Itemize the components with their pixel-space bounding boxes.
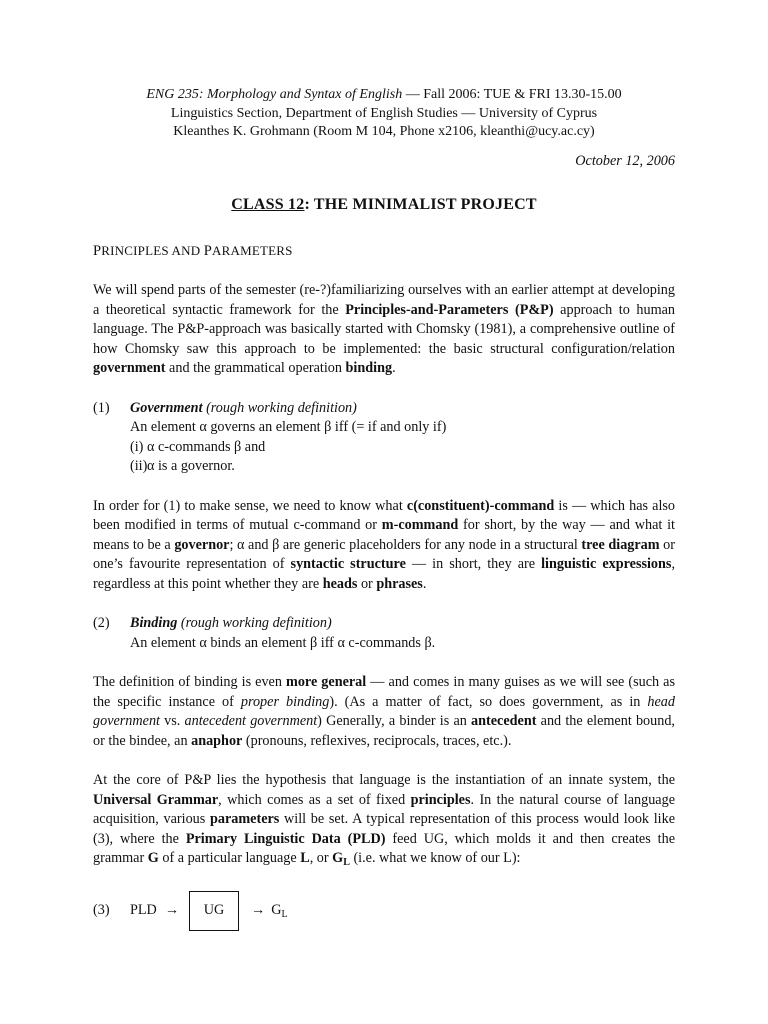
page-title [93,195,675,215]
header-line-2: Linguistics Section, Department of English Studies — University of Cyprus [170,105,598,121]
example-3 [93,889,675,933]
heading-rest-2: ARAMETERS [212,242,293,258]
paragraph-1: We will spend parts of the semester (re-?)familiarizing ourselves with an earlier attempt at developing a theoretical syntactic framework for the Principles-and-Parameters (P&P) approach to human language. The P&P-approach was basically started with Chomsky (1981), a comprehensive outline of how Chomsky saw this approach to be implemented: the basic structural configuration/relation government and the grammatical operation binding. [93,282,675,376]
header-line-1 [93,86,675,105]
course-term: — Fall 2006: TUE & FRI 13.30-15.00 [402,87,622,102]
course-title: ENG 235: Morphology and Syntax of English [146,87,403,102]
right-arrow-icon: → [164,901,179,918]
right-arrow-icon: → [251,901,266,918]
document-date: October 12, 2006 [575,152,675,169]
pld-label: PLD [130,901,157,918]
document-page [93,86,675,933]
course-header [93,86,675,142]
example-line: An element α binds an element β iff α c-commands β. [130,634,436,651]
section-heading [93,241,675,262]
paragraph-4: At the core of P&P lies the hypothesis that language is the instantiation of an innate system, the Universal Grammar, which comes as a set of fixed principles. In the natural course of language acquisition, various parameters will be set. A typical representation of this process would look like (3), where the Primary Linguistic Data (PLD) feed UG, which molds it and then creates the grammar G of a particular language L, or $G_L$ (i.e. what we know of our L): [93,772,675,868]
example-number: (2) [93,615,110,631]
example-subitem: (i) α c-commands β and [130,438,266,455]
example-heading: Binding (rough working definition) [130,615,332,631]
title-class: CLASS 12 [231,196,305,213]
ug-box: UG [189,891,239,931]
example-number: (3) [93,901,110,918]
example-line: An element α governs an element β iff (= if and only if) [130,419,447,435]
heading-initial-1: P [93,242,102,259]
example-heading: Government (rough working definition) [130,399,357,416]
heading-initial-2: P [203,242,213,259]
paragraph-3: The definition of binding is even more general — and comes in many guises as we will see (such as the specific instance of proper binding). (As a matter of fact, so does government, as in head government vs. antecedent government) Generally, a binder is an antecedent and the element bound, or the bindee, an anaphor (pronouns, reflexives, reciprocals, traces, etc.). [93,674,675,749]
title-topic: : THE MINIMALIST PROJECT [304,196,537,213]
heading-rest-1: RINCIPLES AND [101,242,204,258]
header-line-3: Kleanthes K. Grohmann (Room M 104, Phone x2106, kleanthi@ucy.ac.cy) [173,124,595,139]
example-2 [93,614,675,653]
example-1 [93,399,675,477]
paragraph-2: In order for (1) to make sense, we need to know what c(constituent)-command is — which has also been modified in terms of mutual c-command or m-command for short, by the way — and what it means to be a governor; α and β are generic placeholders for any node in a structural tree diagram or one’s favourite representation of syntactic structure — in short, they are linguistic expressions, regardless at this point whether they are heads or phrases. [93,497,675,592]
example-number: (1) [93,399,110,416]
example-subitem: (ii) α is a governor. [130,458,235,474]
grammar-label: $G_L$ [271,901,288,920]
